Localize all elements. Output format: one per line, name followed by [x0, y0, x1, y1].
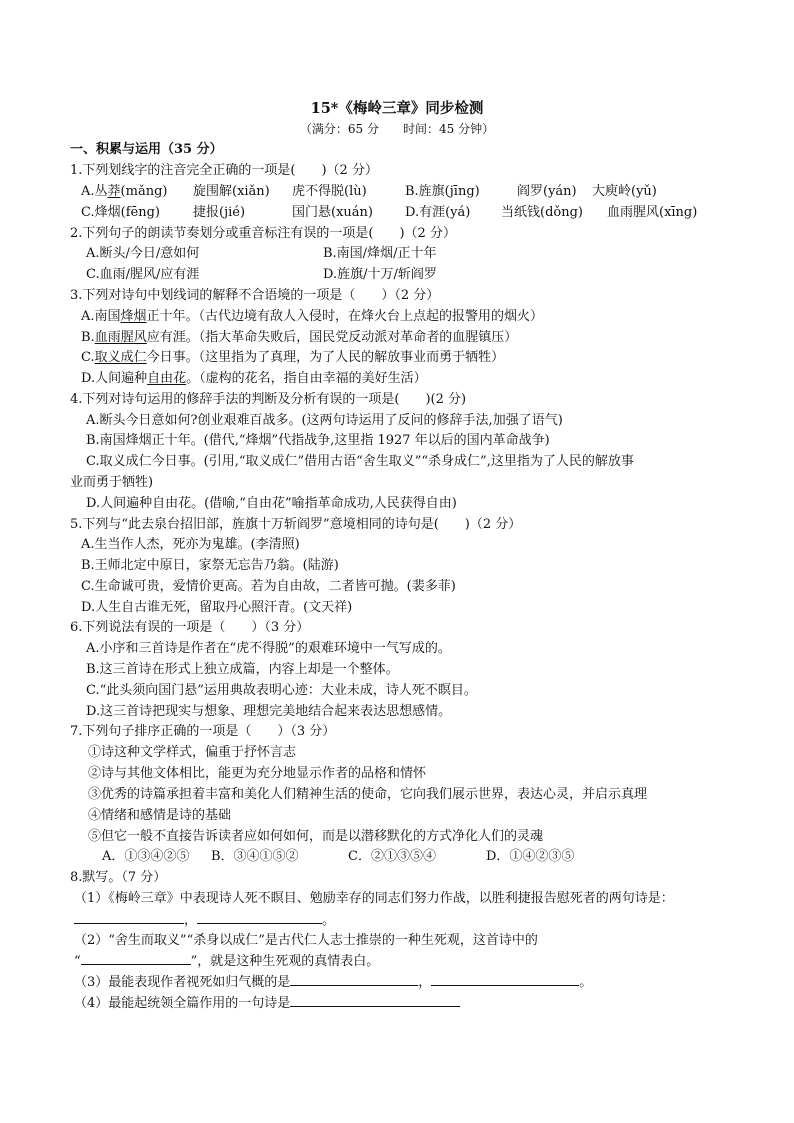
- q4-option-a: A.断头今日意如何?创业艰难百战多。(这两句诗运用了反问的修辞手法,加强了语气): [86, 413, 563, 428]
- q1-option-a3: 虎不得脱(lù): [292, 184, 367, 199]
- q2-stem: 2.下列句子的朗读节奏划分或重音标注有误的一项是( )（2 分）: [70, 226, 456, 241]
- page-title: 15*《梅岭三章》同步检测: [310, 100, 484, 117]
- q7-sentence-1: ①诗这种文学样式，偏重于抒怀言志: [88, 745, 297, 760]
- q8-part-3: （3）最能表现作者视死如归气概的是 ， 。: [74, 975, 593, 990]
- q1-stem: 1.下列划线字的注音完全正确的一项是( )（2 分）: [70, 163, 378, 178]
- answer-blank[interactable]: [81, 952, 191, 965]
- q1-option-a: A.丛莽(mǎng): [81, 184, 168, 199]
- q2-option-d: D.旌旗/十万/斩阎罗: [323, 267, 437, 282]
- q4-option-c-cont: 业而勇于牺牲): [70, 475, 154, 490]
- q1-option-b: B.旌旗(jīng): [405, 184, 480, 199]
- q4-stem: 4.下列对诗句运用的修辞手法的判断及分析有误的一项是( )(2 分): [70, 392, 467, 407]
- answer-blank[interactable]: [74, 911, 184, 924]
- q8-stem: 8.默写。（7 分）: [70, 870, 167, 885]
- answer-blank[interactable]: [197, 911, 322, 924]
- q7-sentence-3: ③优秀的诗篇承担着丰富和美化人们精神生活的使命，它向我们展示世界，表达心灵，并启示真理: [88, 787, 648, 802]
- q2-option-b: B.南国/烽烟/正十年: [323, 246, 437, 261]
- q7-option-d: D．①④②③⑤: [486, 849, 575, 864]
- answer-blank[interactable]: [290, 973, 418, 986]
- q5-stem: 5.下列与“此去泉台招旧部，旌旗十万斩阎罗”意境相同的诗句是( )（2 分）: [70, 517, 522, 532]
- q6-option-a: A.小序和三首诗是作者在“虎不得脱”的艰难环境中一气写成的。: [86, 641, 451, 656]
- q8-part-2-answer: “ ”，就是这种生死观的真情表白。: [74, 954, 380, 969]
- q7-sentence-2: ②诗与其他文体相比，能更为充分地显示作者的品格和情怀: [88, 766, 427, 781]
- q1-option-d2: 当纸钱(dǒng): [501, 205, 583, 220]
- q4-option-c: C.取义成仁今日事。(引用,“取义成仁”借用古语“舍生取义”“杀身成仁”,这里指为了人民的解放事: [86, 454, 634, 469]
- q5-option-d: D.人生自古谁无死，留取丹心照汗青。(文天祥): [81, 600, 353, 615]
- q7-option-a: A．①③④②⑤: [102, 849, 190, 864]
- q5-option-b: B.王师北定中原日，家祭无忘告乃翁。(陆游): [81, 558, 339, 573]
- q6-option-b: B.这三首诗在形式上独立成篇，内容上却是一个整体。: [86, 662, 399, 677]
- q8-part-4: （4）最能起统领全篇作用的一句诗是: [74, 994, 460, 1012]
- q8-part-2: （2）“舍生而取义”“杀身以成仁”是古代仁人志士推崇的一种生死观，这首诗中的: [74, 933, 538, 948]
- q7-sentence-5: ⑤但它一般不直接告诉读者应如何如何，而是以潜移默化的方式净化人们的灵魂: [88, 829, 544, 844]
- q1-option-d3: 血雨腥风(xīng): [607, 205, 698, 220]
- q6-stem: 6.下列说法有误的一项是（ ）（3 分）: [70, 620, 310, 635]
- q4-option-b: B.南国烽烟正十年。(借代,“烽烟”代指战争,这里指 1927 年以后的国内革命战争): [86, 433, 550, 448]
- answer-blank[interactable]: [431, 973, 579, 986]
- q3-stem: 3.下列对诗句中划线词的解释不合语境的一项是（ ）（2 分）: [70, 288, 440, 303]
- q3-option-c: C.取义成仁今日事。（这里指为了真理，为了人民的解放事业而勇于牺牲）: [81, 350, 505, 365]
- q7-sentence-4: ④情绪和感情是诗的基础: [88, 808, 232, 823]
- q5-option-c: C.生命诚可贵，爱情价更高。若为自由故，二者皆可抛。(裴多菲): [81, 579, 456, 594]
- q5-option-a: A.生当作人杰，死亦为鬼雄。(李清照): [81, 537, 300, 552]
- q1-option-b2: 阎罗(yán): [517, 184, 577, 199]
- q7-option-b: B．③④①⑤②: [211, 849, 299, 864]
- q6-option-c: C.“此头须向国门悬”运用典故表明心迹：大业未成，诗人死不瞑目。: [86, 683, 477, 698]
- q8-part-1: （1）《梅岭三章》中表现诗人死不瞑目、勉励幸存的同志们努力作战，以胜利捷报告慰死者的两句诗是：: [74, 891, 674, 906]
- q7-stem: 7.下列句子排序正确的一项是（ ）（3 分）: [70, 724, 336, 739]
- q3-option-b: B.血雨腥风应有涯。（指大革命失败后，国民党反动派对革命者的血腥镇压）: [81, 330, 518, 345]
- q3-option-d: D.人间遍种自由花。（虚构的花名，指自由幸福的美好生活）: [81, 371, 427, 386]
- q1-option-d: D.有涯(yá): [405, 205, 471, 220]
- q6-option-d: D.这三首诗把现实与想象、理想完美地结合起来表达思想感情。: [86, 704, 452, 719]
- q1-option-b3: 大庾岭(yǔ): [592, 184, 657, 199]
- q2-option-c: C.血雨/腥风/应有涯: [86, 267, 200, 282]
- q3-option-a: A.南国烽烟正十年。（古代边境有敌人入侵时，在烽火台上点起的报警用的烟火）: [81, 309, 544, 324]
- section-heading: 一、积累与运用（35 分）: [70, 142, 223, 157]
- page-subtitle: （满分：65 分 时间：45 分钟）: [299, 122, 495, 136]
- answer-blank[interactable]: [290, 994, 460, 1007]
- q8-part-1-answer: ， 。: [74, 911, 335, 929]
- q1-option-c2: 捷报(jié): [193, 205, 246, 220]
- q1-option-c3: 国门悬(xuán): [292, 205, 373, 220]
- q1-option-a2: 旋围解(xiǎn): [193, 184, 270, 199]
- q4-option-d: D.人间遍种自由花。(借喻,“自由花”喻指革命成功,人民获得自由): [86, 496, 457, 511]
- q7-option-c: C．②①③⑤④: [348, 849, 436, 864]
- q1-option-c: C.烽烟(fēng): [81, 205, 160, 220]
- q2-option-a: A.断头/今日/意如何: [86, 246, 200, 261]
